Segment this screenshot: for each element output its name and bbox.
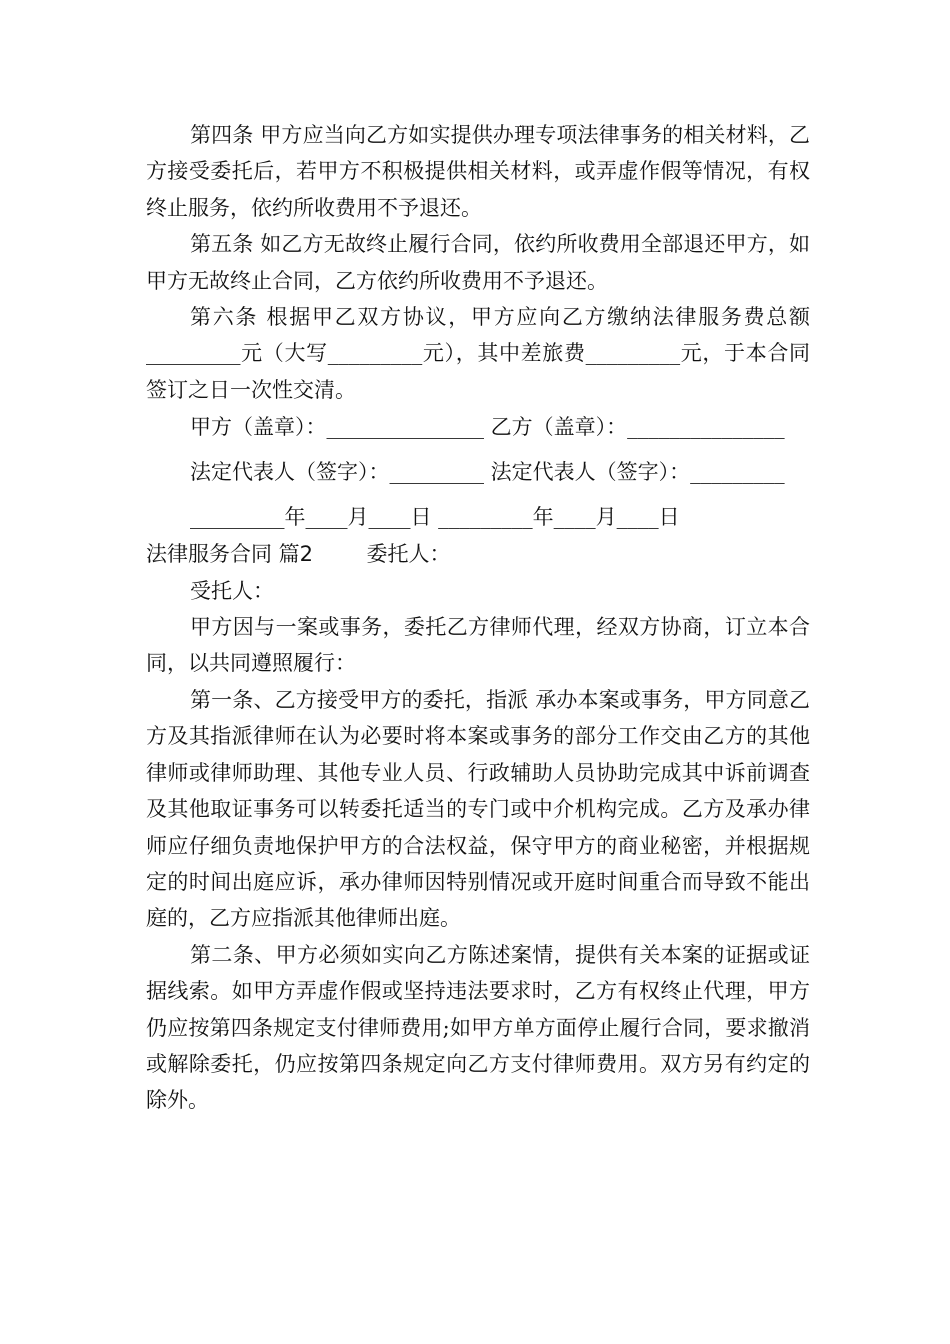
signature-seal-block bbox=[146, 408, 810, 446]
paragraph-article-4: 第四条 甲方应当向乙方如实提供办理专项法律事务的相关材料，乙方接受委托后，若甲方不积极提供相关材料，或弄虚作假等情况，有权终止服务，依约所收费用不予退还。 bbox=[146, 123, 810, 220]
signature-seal-line: 甲方（盖章）：_______________ 乙方（盖章）：_______________ bbox=[190, 415, 785, 440]
section-heading-line bbox=[146, 536, 810, 572]
heading-spacer bbox=[313, 542, 366, 566]
document-body bbox=[146, 117, 810, 1119]
client-label: 委托人： bbox=[366, 542, 451, 567]
paragraph-article-6: 第六条 根据甲乙双方协议，甲方应向乙方缴纳法律服务费总额_________元（大写_________元），其中差旅费_________元，于本合同签订之日一次性交清。 bbox=[146, 305, 810, 402]
signature-rep-block bbox=[146, 453, 810, 491]
paragraph-article-5: 第五条 如乙方无故终止履行合同，依约所收费用全部退还甲方，如甲方无故终止合同，乙方依约所收费用不予退还。 bbox=[146, 232, 810, 293]
signature-representative-line: 法定代表人（签字）：_________ 法定代表人（签字）：_________ bbox=[190, 460, 785, 485]
paragraph-article-2: 第二条、甲方必须如实向乙方陈述案情，提供有关本案的证据或证据线索。如甲方弄虚作假或坚持违法要求时，乙方有权终止代理，甲方仍应按第四条规定支付律师费用;如甲方单方面停止履行合同，要求撤消或解除委托，仍应按第四条规定向乙方支付律师费用。双方另有约定的除外。 bbox=[146, 942, 810, 1113]
signature-date-line: _________年____月____日 _________年____月____日 bbox=[190, 505, 680, 530]
trustee-label: 受托人： bbox=[190, 578, 274, 603]
paragraph-article-1: 第一条、乙方接受甲方的委托，指派 承办本案或事务，甲方同意乙方及其指派律师在认为必要时将本案或事务的部分工作交由乙方的其他律师或律师助理、其他专业人员、行政辅助人员协助完成其中诉前调查及其他取证事务可以转委托适当的专门或中介机构完成。乙方及承办律师应仔细负责地保护甲方的合法权益，保守甲方的商业秘密，并根据规定的时间出庭应诉，承办律师因特别情况或开庭时间重合而导致不能出庭的，乙方应指派其他律师出庭。 bbox=[146, 687, 810, 931]
section-heading: 法律服务合同 篇2 bbox=[146, 542, 314, 567]
paragraph-preamble: 甲方因与一案或事务，委托乙方律师代理，经双方协商，订立本合同，以共同遵照履行： bbox=[146, 615, 810, 676]
